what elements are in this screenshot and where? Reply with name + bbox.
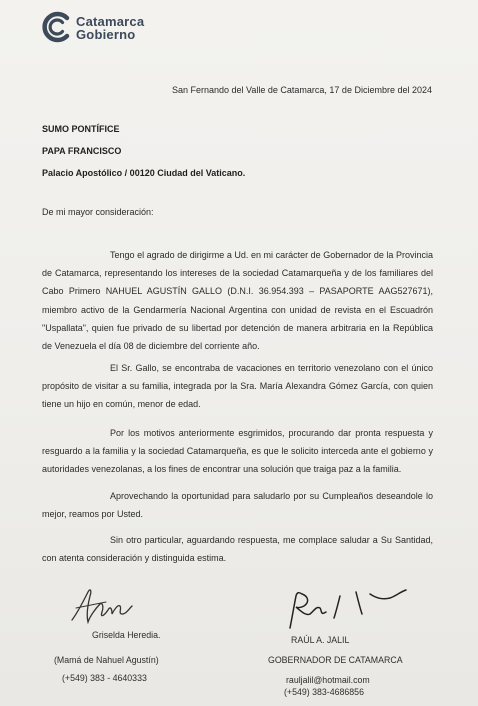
signer-left-role: (Mamá de Nahuel Agustín) bbox=[54, 655, 159, 665]
paragraph-3: Por los motivos anteriormente esgrimidos, procurando dar pronta respuesta y resguardo a la familia y la sociedad Catamarqueña, es que le solicito interceda ante el gobierno y autoridades venezolanas, a los fines de encontrar una solución que traiga paz a la familia. bbox=[42, 428, 433, 475]
signer-right-phone: (+549) 383-4686856 bbox=[284, 687, 364, 697]
griselda-heredia-signature bbox=[66, 586, 136, 628]
recipient-line-2: PAPA FRANCISCO bbox=[42, 146, 122, 156]
logo-line-2: Gobierno bbox=[76, 27, 136, 42]
salutation: De mi mayor consideración: bbox=[42, 207, 154, 217]
recipient-line-3: Palacio Apostólico / 00120 Ciudad del Vaticano. bbox=[42, 168, 246, 178]
paragraph-4: Aprovechando la oportunidad para saludarlo por su Cumpleaños deseandole lo mejor, reamos por Usted. bbox=[42, 491, 433, 520]
paragraph-2: El Sr. Gallo, se encontraba de vacaciones en territorio venezolano con el único propósito de visitar a su familia, integrada por la Sra. María Alexandra Gómez García, con quien tiene un hijo en común, menor de edad. bbox=[42, 363, 433, 410]
signer-right-email: rauljalil@hotmail.com bbox=[286, 675, 370, 685]
logo-line-1: Catamarca bbox=[76, 14, 145, 29]
signer-left-phone: (+549) 383 - 4640333 bbox=[62, 673, 147, 683]
signer-left-name: Griselda Heredia. bbox=[92, 630, 161, 640]
catamarca-c-icon bbox=[40, 11, 72, 43]
signer-right-role: GOBERNADOR DE CATAMARCA bbox=[268, 655, 403, 665]
recipient-line-1: SUMO PONTÍFICE bbox=[42, 124, 120, 134]
paragraph-1: Tengo el agrado de dirigirme a Ud. en mi carácter de Gobernador de la Provincia de Catamarca, representando los intereses de la sociedad Catamarqueña y de los familiares del Cabo Primero NAHUEL AGUSTÍN GALLO (D.N.I. 36.954.393 – PASAPORTE AAG527671), miembro activo de la Gendarmería Nacional Argentina con unidad de revista en el Escuadrón "Uspallata", quien fue privado de su libertad por detención de manera arbitraria en la República de Venezuela el día 08 de diciembre del corriente año. bbox=[42, 250, 433, 352]
catamarca-gobierno-logo bbox=[40, 10, 180, 44]
raul-jalil-signature bbox=[278, 586, 413, 632]
paragraph-5: Sin otro particular, aguardando respuesta, me complace saludar a Su Santidad, con atenta consideración y distinguida estima. bbox=[42, 535, 433, 564]
dateline: San Fernando del Valle de Catamarca, 17 de Diciembre del 2024 bbox=[172, 85, 432, 95]
signer-right-name: RAÚL A. JALIL bbox=[291, 635, 350, 645]
